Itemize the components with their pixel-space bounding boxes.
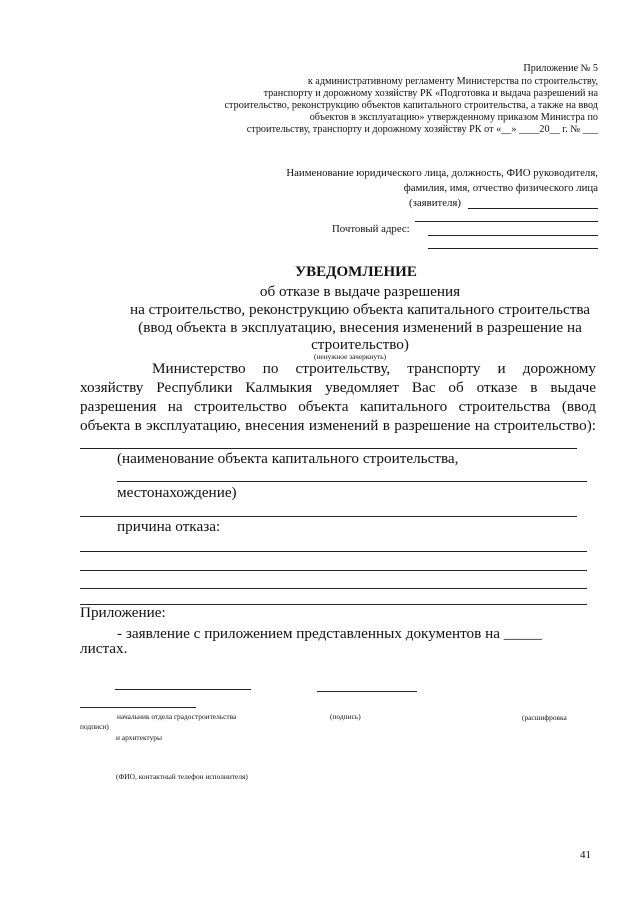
header-line-1: к административному регламенту Министерства по строительству,	[307, 76, 598, 87]
notice-subtitle-1: об отказе в выдаче разрешения	[259, 283, 461, 300]
appendix-title: Приложение № 5	[523, 63, 598, 74]
applicant-line-2: фамилия, имя, отчество физического лица	[403, 182, 598, 194]
position-signature-line	[115, 689, 251, 690]
applicant-line-1: Наименование юридического лица, должность, ФИО руководителя,	[286, 167, 598, 179]
page-number: 41	[580, 849, 591, 861]
body-line-1: Министерство по строительству, транспорту и дорожному	[152, 360, 596, 377]
reason-fill-line-1	[80, 551, 587, 552]
postal-address-line-2	[428, 248, 598, 249]
body-line-4: объекта в эксплуатацию, внесения изменений в разрешение на строительство):	[80, 417, 596, 434]
location-line	[117, 481, 587, 482]
applicant-blank-line	[415, 221, 598, 222]
location-label: местонахождение)	[117, 484, 237, 501]
decoding-cont-label: подписи)	[80, 722, 109, 731]
left-signature-line	[80, 707, 196, 708]
position-label-2: и архитектуры	[116, 733, 162, 742]
executor-label: (ФИО, контактный телефон исполнителя)	[116, 772, 248, 781]
reason-fill-line-2	[80, 570, 587, 571]
body-line-2: хозяйству Республики Калмыкия уведомляет Вас об отказе в выдаче	[80, 379, 596, 396]
notice-subtitle-4: строительство)	[311, 336, 409, 353]
applicant-underline	[468, 208, 598, 209]
decoding-label: (расшифровка	[522, 713, 567, 722]
notice-subtitle-2: на строительство, реконструкцию объекта капитального строительства	[129, 301, 591, 318]
reason-fill-line-3	[80, 588, 587, 589]
attachment-label: Приложение:	[80, 604, 166, 621]
position-label-1: начальник отдела градостроительства	[117, 712, 237, 721]
signature-line	[317, 691, 417, 692]
notice-subtitle-3: (ввод объекта в эксплуатацию, внесения изменений в разрешение на	[138, 319, 582, 336]
postal-address-label: Почтовый адрес:	[332, 223, 410, 235]
object-name-label: (наименование объекта капитального строительства,	[117, 450, 459, 467]
object-name-line	[80, 448, 577, 449]
body-line-3: разрешения на строительство объекта капитального строительства (ввод	[80, 398, 596, 415]
reason-line	[80, 516, 577, 517]
attachment-line-1: - заявление с приложением представленных документов на _____	[117, 625, 542, 642]
notice-title: УВЕДОМЛЕНИЕ	[295, 264, 417, 280]
attachment-line-2: листах.	[80, 640, 128, 657]
signature-label: (подпись)	[330, 712, 361, 721]
postal-address-line-1	[428, 235, 598, 236]
strike-note: (ненужное зачеркнуть)	[314, 352, 387, 361]
header-line-3: строительство, реконструкцию объектов капитального строительства, а также на ввод	[224, 100, 598, 111]
header-line-4: объектов в эксплуатацию» утвержденному приказом Министра по	[309, 112, 598, 123]
applicant-line-3: (заявителя)	[409, 197, 461, 209]
header-line-2: транспорту и дорожному хозяйству РК «Подготовка и выдача разрешений на	[263, 88, 598, 99]
reason-label: причина отказа:	[117, 518, 221, 535]
header-line-5: строительству, транспорту и дорожному хозяйству РК от «__» ____20__ г. № ___	[246, 124, 598, 135]
